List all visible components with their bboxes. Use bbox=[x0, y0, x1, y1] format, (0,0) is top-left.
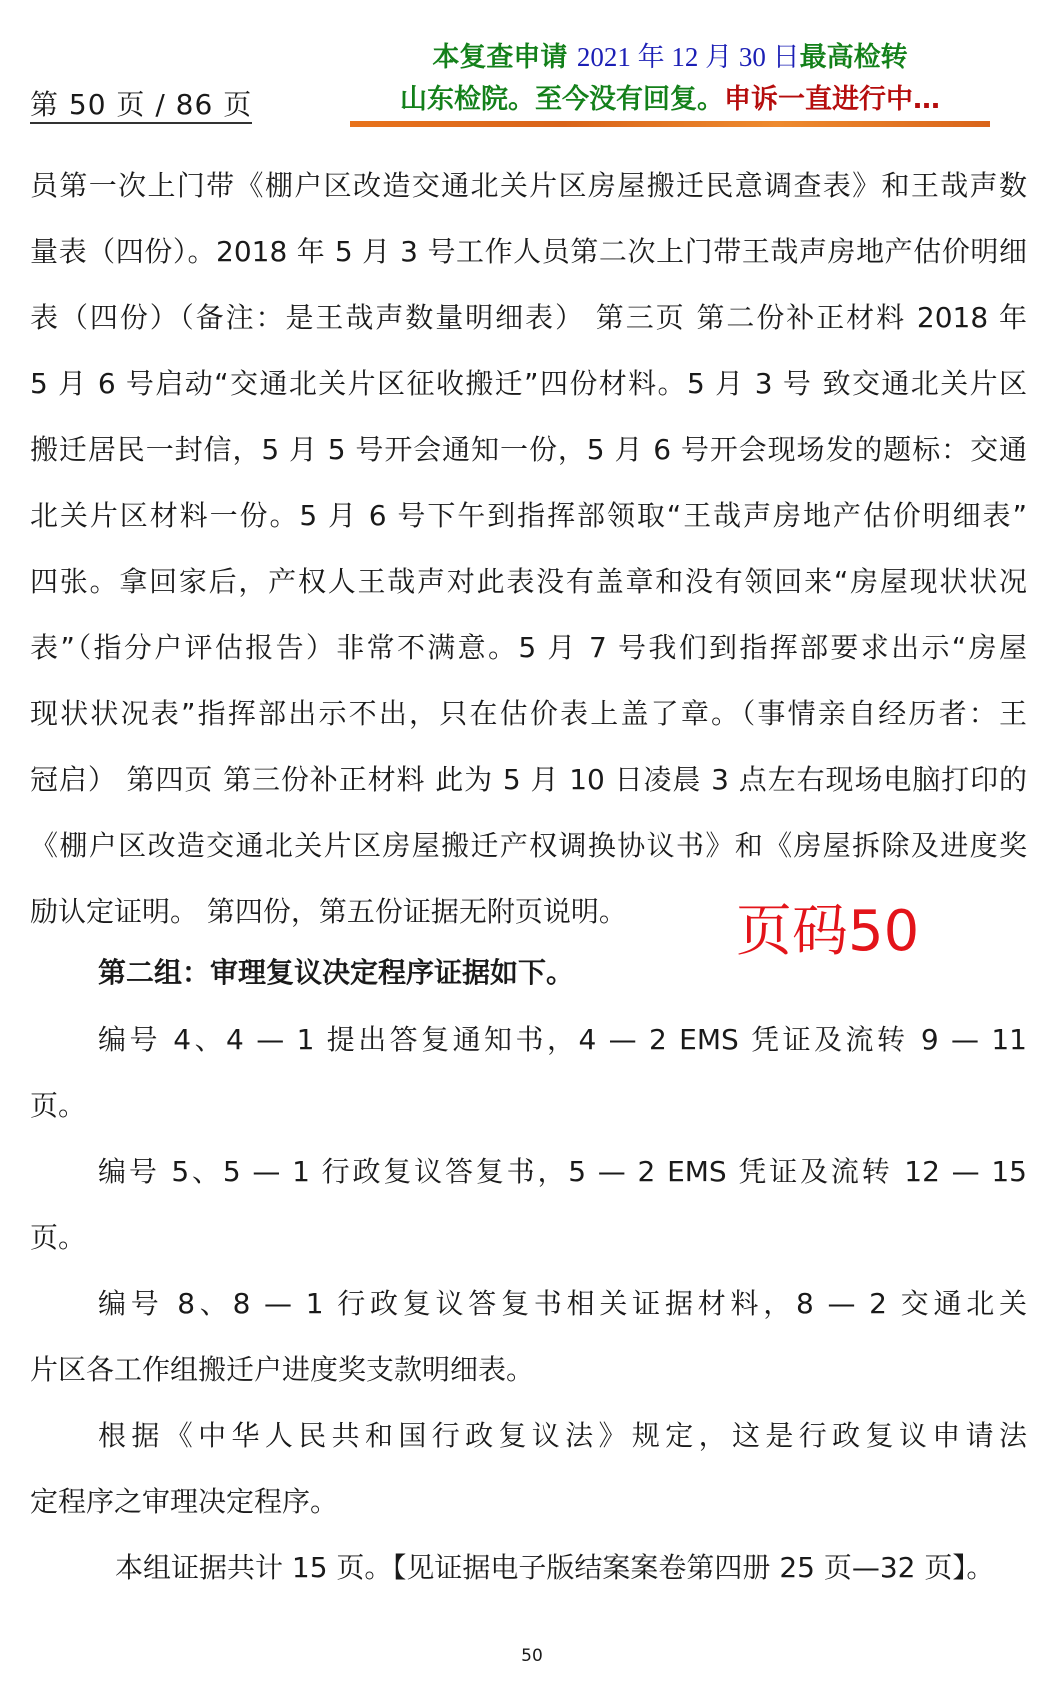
banner-appeal-status: 申诉一直进行中… bbox=[724, 84, 940, 115]
text-line: 励认定证明。 第四份，第五份证据无附页说明。 bbox=[30, 895, 627, 928]
text-line: 《棚户区改造交通北关片区房屋搬迁产权调换协议书》和《房屋拆除及进度奖 bbox=[30, 829, 1027, 862]
text-line: 表”（指分户评估报告）非常不满意。5 月 7 号我们到指挥部要求出示“房屋 bbox=[30, 631, 1027, 664]
text-line: 四张。拿回家后，产权人王哉声对此表没有盖章和没有领回来“房屋现状状况 bbox=[30, 565, 1027, 598]
banner-text: 山东检院。至今没有回复。 bbox=[400, 84, 724, 115]
evidence-item: 定程序之审理决定程序。 bbox=[30, 1485, 339, 1518]
banner-date: 2021 年 12 月 30 日 bbox=[576, 42, 800, 72]
text-line: 现状状况表”指挥部出示不出，只在估价表上盖了章。（事情亲自经历者：王 bbox=[30, 697, 1027, 730]
banner-line-1 bbox=[350, 36, 990, 79]
text-line: 员第一次上门带《棚户区改造交通北关片区房屋搬迁民意调查表》和王哉声数 bbox=[30, 169, 1027, 202]
text-line: 搬迁居民一封信，5 月 5 号开会通知一份，5 月 6 号开会现场发的题标：交通 bbox=[30, 433, 1027, 466]
evidence-item: 根据《中华人民共和国行政复议法》规定，这是行政复议申请法 bbox=[98, 1419, 1027, 1452]
banner-text: 最高检转 bbox=[799, 42, 908, 73]
banner-line-2 bbox=[350, 79, 990, 121]
footer-page-number: 50 bbox=[521, 1646, 543, 1666]
evidence-item: 编号 5、5 — 1 行政复议答复书，5 — 2 EMS 凭证及流转 12 — 15 bbox=[98, 1155, 1027, 1188]
evidence-item: 片区各工作组搬迁户进度奖支款明细表。 bbox=[30, 1353, 535, 1386]
evidence-item: 页。 bbox=[30, 1089, 87, 1122]
text-line: 冠启） 第四页 第三份补正材料 此为 5 月 10 日凌晨 3 点左右现场电脑打印的 bbox=[30, 763, 1027, 796]
evidence-item: 编号 8、8 — 1 行政复议答复书相关证据材料，8 — 2 交通北关 bbox=[98, 1287, 1027, 1320]
page-indicator: 第 50 页 / 86 页 bbox=[30, 88, 252, 124]
summary-line: 本组证据共计 15 页。【见证据电子版结案案卷第四册 25 页—32 页】。 bbox=[115, 1551, 995, 1584]
text-line: 5 月 6 号启动“交通北关片区征收搬迁”四份材料。5 月 3 号 致交通北关片区 bbox=[30, 367, 1027, 400]
evidence-item: 页。 bbox=[30, 1221, 87, 1254]
evidence-item: 编号 4、4 — 1 提出答复通知书，4 — 2 EMS 凭证及流转 9 — 11 bbox=[98, 1023, 1027, 1056]
section-title: 第二组：审理复议决定程序证据如下。 bbox=[98, 956, 575, 989]
text-line: 北关片区材料一份。5 月 6 号下午到指挥部领取“王哉声房地产估价明细表” bbox=[30, 499, 1027, 532]
banner-underline bbox=[350, 121, 990, 127]
text-line: 量表（四份）。2018 年 5 月 3 号工作人员第二次上门带王哉声房地产估价明细 bbox=[30, 235, 1027, 268]
status-banner bbox=[350, 36, 990, 126]
text-line: 表（四份）（备注：是王哉声数量明细表） 第三页 第二份补正材料 2018 年 bbox=[30, 301, 1027, 334]
banner-text: 本复查申请 bbox=[432, 42, 577, 73]
page-code-stamp: 页码50 bbox=[736, 899, 920, 964]
